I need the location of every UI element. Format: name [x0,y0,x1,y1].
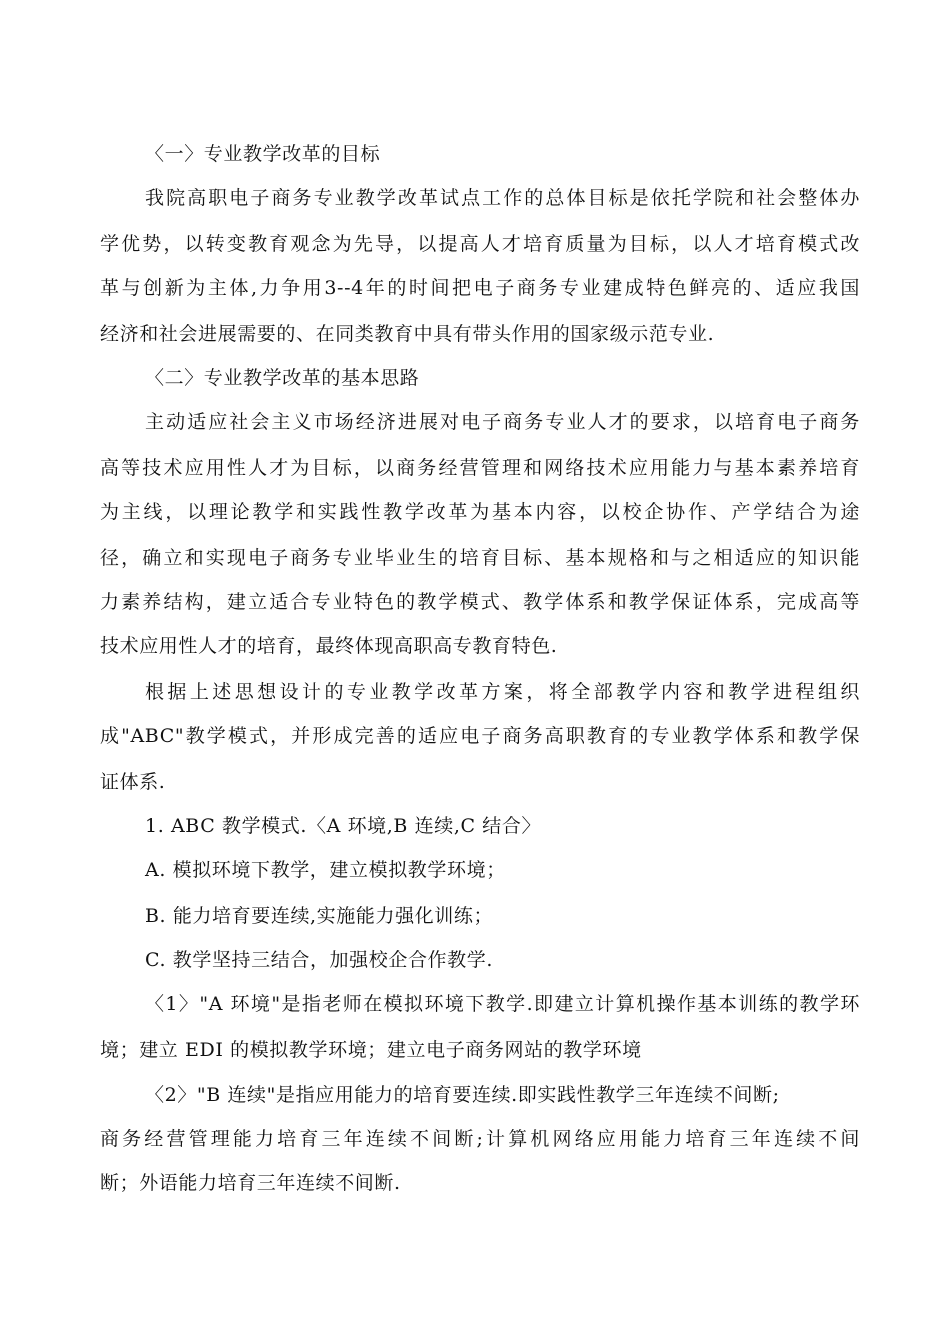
s3-paragraph-line-3: 证体系. [100,771,166,793]
s2-paragraph-line-5: 力素养结构，建立适合专业特色的教学模式、教学体系和教学保证体系，完成高等 [100,591,860,613]
p1-line-2: 境；建立 EDI 的模拟教学环境；建立电子商务网站的教学环境 [100,1039,642,1061]
p2-line-2: 商务经营管理能力培育三年连续不间断;计算机网络应用能力培育三年连续不间 [100,1128,860,1150]
p2-line-3: 断；外语能力培育三年连续不间断. [100,1172,401,1194]
list-item-a: A. 模拟环境下教学，建立模拟教学环境； [145,859,506,881]
s2-paragraph-line-4: 径，确立和实现电子商务专业毕业生的培育目标、基本规格和与之相适应的知识能 [100,547,860,569]
section-2-heading: 〈二〉专业教学改革的基本思路 [145,367,420,389]
s3-paragraph-line-2: 成"ABC"教学模式，并形成完善的适应电子商务高职教育的专业教学体系和教学保 [100,725,860,747]
s2-paragraph-line-2: 高等技术应用性人才为目标，以商务经营管理和网络技术应用能力与基本素养培育 [100,457,860,479]
p1-line-1: 〈1〉"A 环境"是指老师在模拟环境下教学.即建立计算机操作基本训练的教学环 [145,993,860,1015]
s2-paragraph-line-6: 技术应用性人才的培育，最终体现高职高专教育特色. [100,635,558,657]
list-title: 1. ABC 教学模式.〈A 环境,B 连续,C 结合〉 [145,815,542,837]
s1-paragraph-line-2: 学优势，以转变教育观念为先导，以提高人才培育质量为目标，以人才培育模式改 [100,233,860,255]
s2-paragraph-line-1: 主动适应社会主义市场经济进展对电子商务专业人才的要求，以培育电子商务 [145,411,860,433]
section-1-heading: 〈一〉专业教学改革的目标 [145,143,381,165]
p2-line-1: 〈2〉"B 连续"是指应用能力的培育要连续.即实践性教学三年连续不间断; [145,1084,780,1106]
s1-paragraph-line-1: 我院高职电子商务专业教学改革试点工作的总体目标是依托学院和社会整体办 [145,187,860,209]
list-item-b: B. 能力培育要连续,实施能力强化训练； [145,905,494,927]
list-item-c: C. 教学坚持三结合，加强校企合作教学. [145,949,493,971]
s1-paragraph-line-4: 经济和社会进展需要的、在同类教育中具有带头作用的国家级示范专业. [100,323,715,345]
s2-paragraph-line-3: 为主线，以理论教学和实践性教学改革为基本内容，以校企协作、产学结合为途 [100,501,860,523]
s1-paragraph-line-3: 革与创新为主体,力争用3--4年的时间把电子商务专业建成特色鲜亮的、适应我国 [100,277,860,299]
s3-paragraph-line-1: 根据上述思想设计的专业教学改革方案，将全部教学内容和教学进程组织 [145,681,860,703]
